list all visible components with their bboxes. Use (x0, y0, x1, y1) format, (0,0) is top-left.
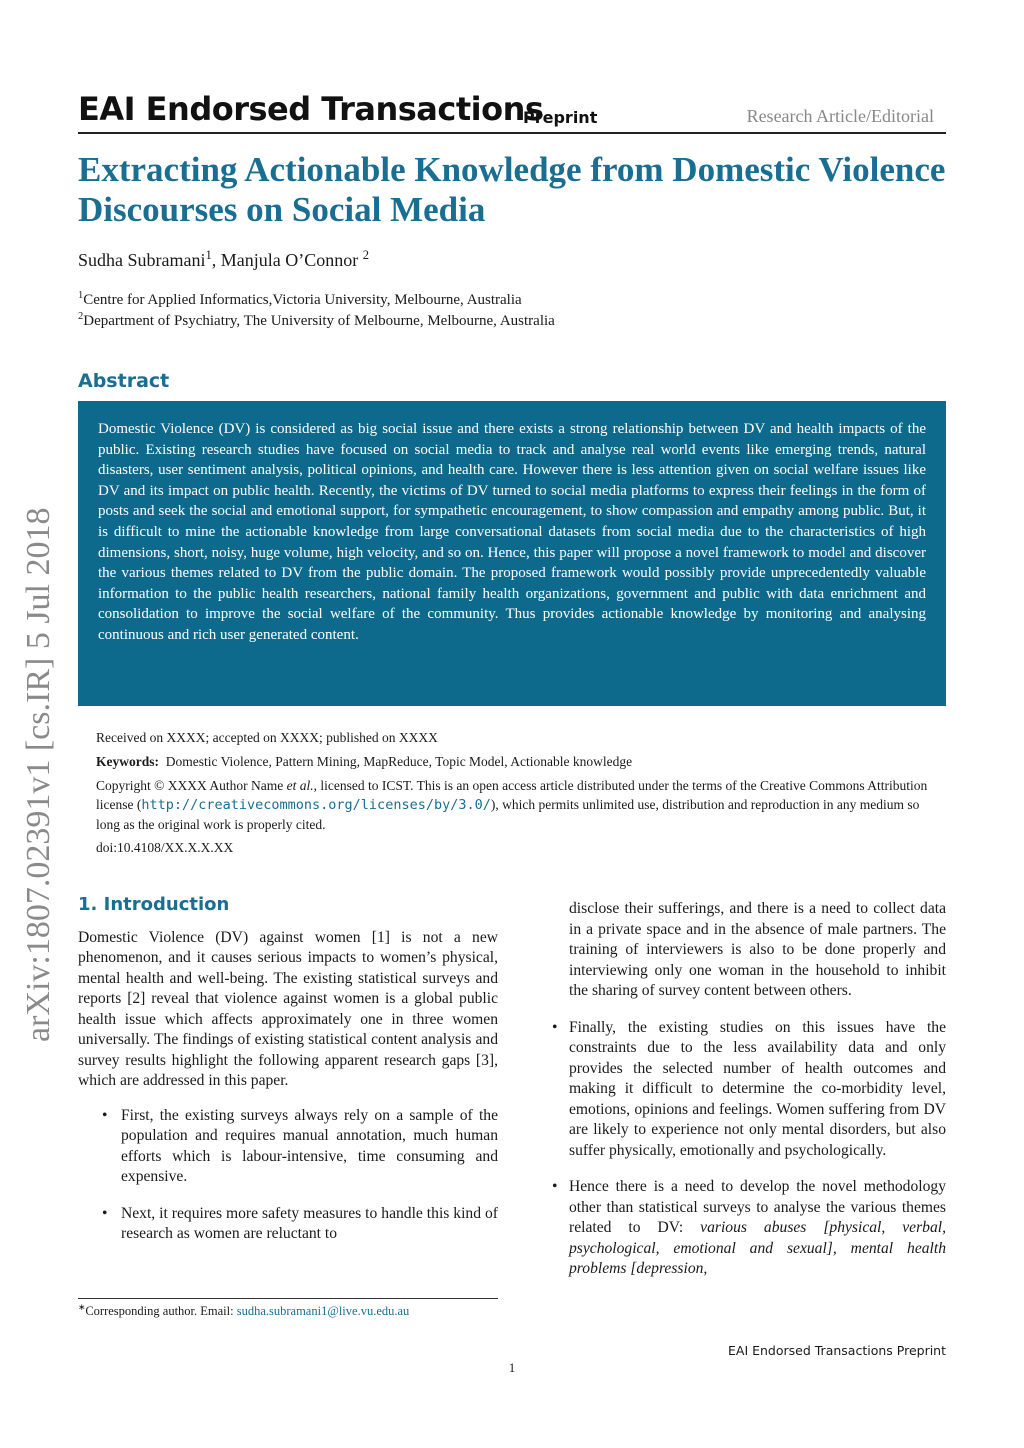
arxiv-stamp: arXiv:1807.02391v1 [cs.IR] 5 Jul 2018 (20, 507, 57, 1042)
copyright-text: ), which permits unlimited use, distribution and reproduction in any medium so long as the original work is properly cited. (96, 797, 920, 832)
affiliation-1 (78, 290, 522, 309)
abstract-box (78, 401, 946, 706)
author-name: Manjula O’Connor (220, 250, 363, 270)
affiliation-2 (78, 311, 555, 330)
license-link[interactable]: http://creativecommons.org/licenses/by/3.0/ (141, 797, 491, 813)
doi: doi:10.4108/XX.X.X.XX (96, 840, 234, 855)
paper-title: Extracting Actionable Knowledge from Domestic Violence Discourses on Social Media (78, 150, 946, 229)
author-list (78, 248, 369, 271)
copyright-text: , licensed to ICST. This is an open access article distributed under the terms of the Creative Commons Attribution license ( (96, 778, 928, 812)
affiliation-mark: 1 (78, 290, 84, 301)
section-heading-introduction: 1. Introduction (78, 894, 230, 915)
copyright-notice (96, 776, 936, 834)
list-item (569, 1177, 946, 1280)
list-item-italic: various abuses [physical, verbal, psychological, emotional and sexual], mental health problems [depression, (569, 1219, 946, 1277)
copyright-etal: et al. (286, 778, 314, 793)
affiliation-mark: 2 (362, 248, 370, 262)
list-item-continued: disclose their sufferings, and there is a need to collect data in a private space and in the absence of male partners. The training of interviewers is also to be done properly and interviewing only one woman in the household to inhibit the sharing of survey content between others. (569, 900, 946, 999)
footer-journal: EAI Endorsed Transactions Preprint (728, 1343, 946, 1358)
affiliation-text: Department of Psychiatry, The University of Melbourne, Melbourne, Australia (83, 313, 555, 329)
journal-name: EAI Endorsed Transactions (78, 90, 544, 128)
list-item: • Finally, the existing studies on this issues have the constraints due to the less availability data and only provides the selected number of health outcomes and making it difficult to determine the co-morbidity level, emotions, opinions and feelings. Women suffering from DV are likely to experience not only mental disorders, but also suffer physically, emotionally and psychologically. (569, 1018, 946, 1162)
article-type: Research Article/Editorial (746, 106, 934, 126)
header-rule (78, 132, 946, 134)
page-number: 1 (508, 1360, 516, 1375)
affiliation-mark: 2 (78, 311, 84, 322)
author-separator: , (211, 250, 221, 270)
footnote-rule (78, 1298, 498, 1299)
intro-paragraph: Domestic Violence (DV) against women [1] is not a new phenomenon, and it causes serious impacts to women’s physical, mental health and well-being. The existing statistical surveys and reports [2] reveal that violence against women is a global public health issue which affects approximately one in three women universally. The findings of existing statistical content analysis and survey results highlight the following apparent research gaps [3], which are addressed in this paper. (78, 928, 498, 1089)
footnote-text: Corresponding author. Email: (85, 1304, 237, 1319)
footnote (78, 1302, 409, 1319)
footnote-mark: ∗ (78, 1302, 86, 1312)
journal-suffix: Preprint (523, 108, 598, 127)
affiliation-mark: 1 (205, 248, 212, 262)
list-item: • Next, it requires more safety measures to handle this kind of research as women are reluctant to (78, 1204, 498, 1245)
abstract-text: Domestic Violence (DV) is considered as big social issue and there exists a strong relationship between DV and health impacts of the public. Existing research studies have focused on social media to track and analyse real world events like emerging trends, natural disasters, user sentiment analysis, political opinions, and health care. However there is less attention given on social welfare issues like DV and its impact on public health. Recently, the victims of DV turned to social media platforms to express their feelings in the form of posts and seek the social and emotional support, for sympathetic encouragement, to show compassion and empathy among public. But, it is difficult to mine the actionable knowledge from large conversational datasets from social media due to the characteristics of high dimensions, short, noisy, huge volume, high velocity, and so on. Hence, this paper will propose a novel framework to model and discover the various themes related to DV from the public domain. The proposed framework would possibly provide unprecedentedly valuable information to the public health researchers, national family health organizations, government and public with data enrichment and consolidation to improve the social welfare of the community. Thus provides actionable knowledge by monitoring and analysing continuous and rich user generated content. (98, 421, 926, 643)
copyright-text: Copyright © XXXX Author Name (96, 778, 287, 793)
left-column (78, 895, 498, 1261)
list-item: • First, the existing surveys always rely on a sample of the population and requires manual annotation, much human efforts which is labour-intensive, time consuming and expensive. (78, 1106, 498, 1188)
keywords-line (96, 752, 936, 771)
abstract-heading: Abstract (78, 370, 170, 392)
author-name: Sudha Subramani (78, 250, 206, 270)
corresponding-email-link[interactable]: sudha.subramani1@live.vu.edu.au (236, 1304, 410, 1319)
keywords-label: Keywords: (96, 754, 159, 769)
list-item-text: Hence there is a need to develop the novel methodology other than statistical surveys to analyse the various themes related to DV: (569, 1178, 946, 1236)
received-dates: Received on XXXX; accepted on XXXX; published on XXXX (96, 730, 438, 745)
keywords-text: Domestic Violence, Pattern Mining, MapReduce, Topic Model, Actionable knowledge (165, 754, 633, 769)
right-column (569, 899, 946, 1296)
affiliation-text: Centre for Applied Informatics,Victoria University, Melbourne, Australia (83, 292, 522, 308)
